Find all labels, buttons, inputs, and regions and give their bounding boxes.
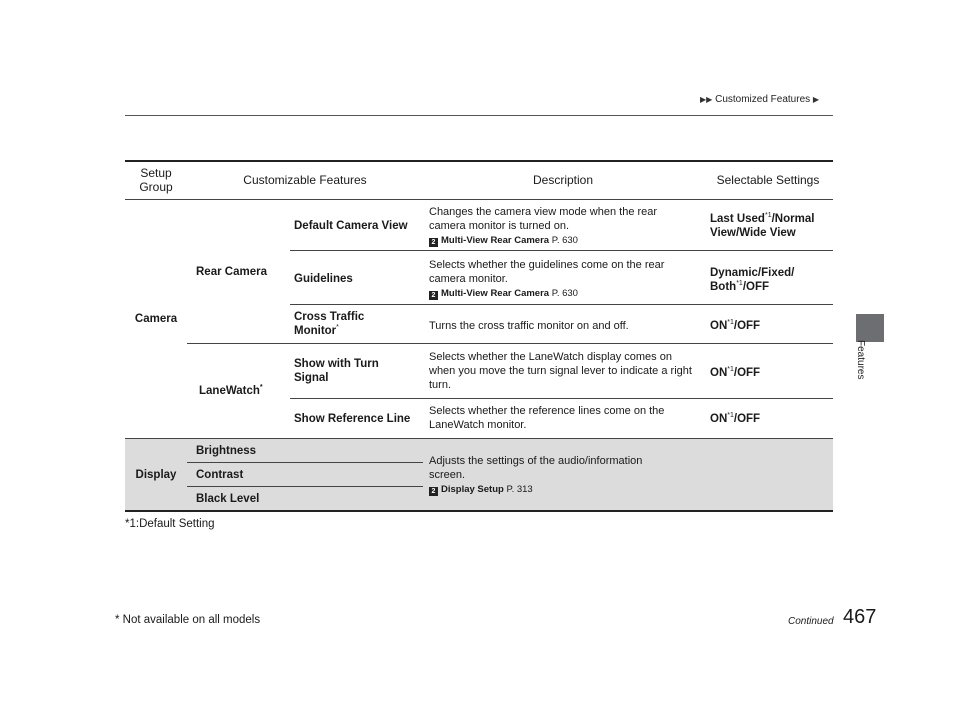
setting-part: ON <box>710 320 728 332</box>
cross-reference[interactable] <box>429 234 694 248</box>
breadcrumb <box>700 94 819 105</box>
cross-reference[interactable] <box>429 287 694 301</box>
description-text: Changes the camera view mode when the rear camera monitor is turned on. <box>429 206 658 232</box>
description-default-camera-view <box>429 205 694 248</box>
feature-asterisk: * <box>336 324 339 331</box>
feature-contrast: Contrast <box>196 469 244 481</box>
reference-arrow-icon: 2 <box>429 238 438 247</box>
feature-guidelines: Guidelines <box>294 273 353 285</box>
section-tab-text: Features <box>855 340 866 380</box>
reference-page: P. 630 <box>551 288 578 299</box>
header-bottom-rule <box>125 199 833 200</box>
setting-footnote-mark: *1 <box>764 212 772 219</box>
footnote: *1:Default Setting <box>125 518 215 530</box>
row-rule <box>290 304 833 305</box>
setting-part: /OFF <box>733 413 761 425</box>
setting-footnote-mark: *1 <box>727 412 734 419</box>
section-tab-label <box>852 340 872 420</box>
reference-title: Multi-View Rear Camera <box>441 288 550 299</box>
cross-reference[interactable] <box>429 483 669 497</box>
setting-show-with-turn-signal <box>710 366 760 380</box>
continued-label: Continued <box>788 616 834 627</box>
reference-page: P. 313 <box>506 484 533 495</box>
header-rule <box>125 115 833 116</box>
feature-label: Cross Traffic Monitor <box>294 311 365 337</box>
description-text: Selects whether the guidelines come on the rear camera monitor. <box>429 259 665 285</box>
subgroup-lanewatch-label: LaneWatch <box>199 385 260 397</box>
setting-footnote-mark: *1 <box>727 366 734 373</box>
row-rule <box>125 438 833 439</box>
row-rule <box>187 462 423 463</box>
setting-part: /OFF <box>733 320 761 332</box>
group-camera: Camera <box>134 313 178 325</box>
reference-title: Multi-View Rear Camera <box>441 235 550 246</box>
subgroup-lanewatch <box>199 384 263 398</box>
setting-part: /OFF <box>733 367 761 379</box>
description-show-with-turn-signal: Selects whether the LaneWatch display comes on when you move the turn signal lever to indicate a right turn. <box>429 351 692 391</box>
column-header-settings: Selectable Settings <box>716 173 820 187</box>
lanewatch-asterisk: * <box>259 384 263 391</box>
column-header-setup-group: Setup Group <box>139 166 173 194</box>
row-rule <box>187 343 833 344</box>
setting-footnote-mark: *1 <box>727 319 734 326</box>
availability-note: * Not available on all models <box>115 614 261 626</box>
reference-arrow-icon: 2 <box>429 291 438 300</box>
setting-footnote-mark: *1 <box>736 280 743 287</box>
setting-part: ON <box>710 413 728 425</box>
setting-part: /OFF <box>742 281 770 293</box>
description-display <box>429 454 669 497</box>
setting-guidelines <box>710 266 810 294</box>
feature-show-reference-line: Show Reference Line <box>294 413 411 425</box>
setting-part: Last Used <box>710 213 765 225</box>
column-header-description: Description <box>532 173 594 187</box>
row-rule <box>290 250 833 251</box>
feature-default-camera-view: Default Camera View <box>294 220 408 232</box>
description-cross-traffic-monitor: Turns the cross traffic monitor on and off. <box>429 320 629 332</box>
reference-page: P. 630 <box>551 235 578 246</box>
reference-title: Display Setup <box>441 484 504 495</box>
row-rule <box>187 486 423 487</box>
description-guidelines <box>429 258 694 301</box>
subgroup-rear-camera: Rear Camera <box>196 266 267 278</box>
triangle-right-icon: ▶ <box>812 95 820 104</box>
group-display: Display <box>135 469 177 481</box>
breadcrumb-label: Customized Features <box>715 94 811 105</box>
setting-default-camera-view <box>710 212 828 240</box>
triangle-right-icon: ▶▶ <box>700 95 713 104</box>
column-header-features: Customizable Features <box>243 173 367 187</box>
section-tab-marker <box>856 314 884 342</box>
setting-part: /Normal View/Wide View <box>710 213 815 239</box>
setting-cross-traffic-monitor <box>710 319 760 333</box>
description-show-reference-line: Selects whether the reference lines come on the LaneWatch monitor. <box>429 405 665 431</box>
table-top-rule <box>125 160 833 162</box>
page-number: 467 <box>843 606 877 628</box>
setting-part: ON <box>710 367 728 379</box>
reference-arrow-icon: 2 <box>429 487 438 496</box>
feature-brightness: Brightness <box>196 445 257 457</box>
setting-show-reference-line <box>710 412 760 426</box>
description-text: Adjusts the settings of the audio/information screen. <box>429 455 643 481</box>
setting-part: Dynamic/Fixed/ Both <box>710 267 795 293</box>
feature-show-with-turn-signal: Show with Turn Signal <box>294 358 379 384</box>
feature-cross-traffic-monitor <box>294 310 404 338</box>
row-rule <box>290 398 833 399</box>
feature-black-level: Black Level <box>196 493 260 505</box>
table-bottom-rule <box>125 510 833 512</box>
